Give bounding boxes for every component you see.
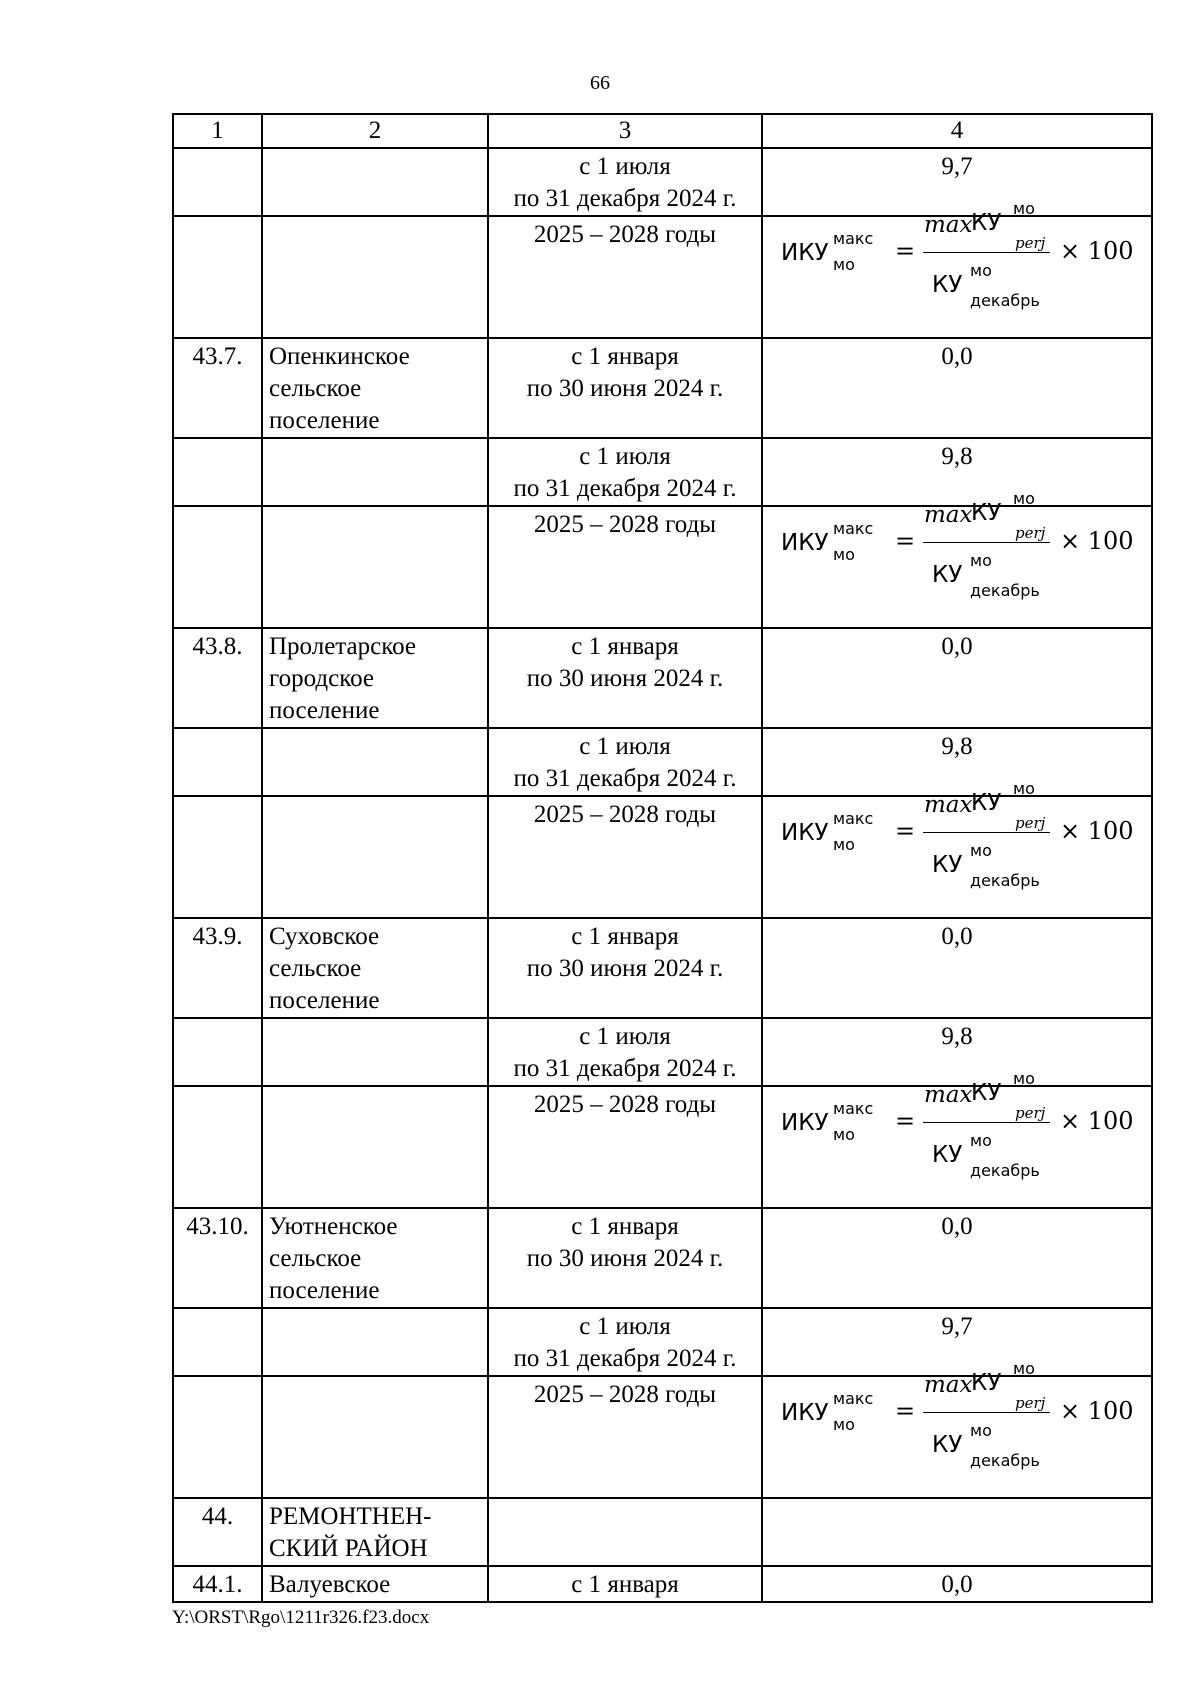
settlement-name <box>262 1376 488 1498</box>
period-line: 2025 – 2028 годы <box>533 511 717 538</box>
settlement-name-line: Уютненское <box>269 1213 398 1240</box>
settlement-name <box>262 148 488 216</box>
indicator-value: 0,0 <box>762 918 1152 1018</box>
formula-cell <box>762 779 1152 918</box>
table-row <box>173 1376 1152 1498</box>
table-row <box>173 506 1152 628</box>
settlement-name-line: Суховское <box>269 923 380 950</box>
period-line: по 31 декабря 2024 г. <box>513 1345 737 1372</box>
indicator-value <box>762 1498 1152 1566</box>
row-number <box>173 796 262 918</box>
period-line: по 31 декабря 2024 г. <box>513 185 737 212</box>
period-line: с 1 января <box>571 343 679 370</box>
period-line: с 1 июля <box>579 1023 671 1050</box>
formula-den-sub: декабрь <box>970 1451 1040 1470</box>
row-number: 43.8. <box>173 628 262 728</box>
row-number <box>173 506 262 628</box>
formula-den-sub: декабрь <box>970 1161 1040 1180</box>
formula-lhs-sub: мо <box>833 255 855 274</box>
row-number <box>173 1086 262 1208</box>
period-line: по 30 июня 2024 г. <box>526 665 724 692</box>
period <box>488 728 762 796</box>
settlement-name-line: СКИЙ РАЙОН <box>269 1535 428 1562</box>
row-number <box>173 1376 262 1498</box>
period <box>488 628 762 728</box>
indicator-value: 0,0 <box>762 628 1152 728</box>
formula-num-sub: perj <box>1015 1104 1046 1122</box>
formula-den-ku: КУ <box>932 1432 963 1458</box>
row-number: 43.7. <box>173 338 262 438</box>
formula-lhs-sub: мо <box>833 1415 855 1434</box>
formula-lhs: ИКУ <box>781 530 829 556</box>
formula-lhs-sup: макс <box>833 1389 874 1408</box>
row-number: 44. <box>173 1498 262 1566</box>
formula-cell <box>762 199 1152 338</box>
indicator-value: 0,0 <box>762 1208 1152 1308</box>
settlement-name <box>262 1308 488 1376</box>
period-line: с 1 июля <box>579 443 671 470</box>
settlement-name <box>262 1498 488 1566</box>
formula-den-sup: мо <box>970 841 992 860</box>
period-line: 2025 – 2028 годы <box>533 801 717 828</box>
formula-den-ku: КУ <box>932 1142 963 1168</box>
settlement-name <box>262 796 488 918</box>
table-row <box>173 918 1152 1018</box>
header-col-4: 4 <box>762 114 1152 148</box>
period-line: с 1 июля <box>579 153 671 180</box>
formula-times-100: × 100 <box>1060 237 1134 265</box>
header-col-1: 1 <box>173 114 262 148</box>
formula-lhs-sup: макс <box>833 229 874 248</box>
row-number: 43.9. <box>173 918 262 1018</box>
period <box>488 1086 762 1208</box>
header-col-2: 2 <box>262 114 488 148</box>
table-row <box>173 1498 1152 1566</box>
formula-lhs: ИКУ <box>781 1400 829 1426</box>
formula-lhs: ИКУ <box>781 1110 829 1136</box>
settlement-name-line: поселение <box>269 1277 380 1304</box>
period-line: по 30 июня 2024 г. <box>526 375 724 402</box>
formula-den-sup: мо <box>970 551 992 570</box>
settlement-name <box>262 506 488 628</box>
formula-num-max: max <box>924 212 973 238</box>
formula-num-ku: КУ <box>971 1080 1002 1106</box>
formula-den-sup: мо <box>970 261 992 280</box>
period <box>488 1208 762 1308</box>
formula-num-sup: мо <box>1013 199 1035 218</box>
period <box>488 506 762 628</box>
period <box>488 338 762 438</box>
period-line: по 31 декабря 2024 г. <box>513 765 737 792</box>
period-line: по 30 июня 2024 г. <box>526 1245 724 1272</box>
settlement-name-line: Валуевское <box>269 1571 391 1598</box>
settlement-name-line: РЕМОНТНЕН- <box>269 1503 432 1530</box>
period-line: 2025 – 2028 годы <box>533 221 717 248</box>
settlement-name-line: Опенкинское <box>269 343 410 370</box>
settlement-name <box>262 1018 488 1086</box>
period-line: по 31 декабря 2024 г. <box>513 475 737 502</box>
settlement-name <box>262 338 488 438</box>
formula-lhs-sub: мо <box>833 1125 855 1144</box>
row-number: 44.1. <box>173 1566 262 1602</box>
settlement-name <box>262 216 488 338</box>
formula-num-sub: perj <box>1015 524 1046 542</box>
formula-lhs-sup: макс <box>833 519 874 538</box>
period <box>488 1018 762 1086</box>
row-number <box>173 1018 262 1086</box>
settlement-name-line: сельское <box>269 1245 362 1272</box>
period <box>488 918 762 1018</box>
row-number <box>173 1308 262 1376</box>
formula-equals: = <box>895 527 916 555</box>
period-line: с 1 января <box>571 1213 679 1240</box>
period-line: 2025 – 2028 годы <box>533 1381 717 1408</box>
row-number: 43.10. <box>173 1208 262 1308</box>
settlement-name-line: сельское <box>269 955 362 982</box>
formula-num-sup: мо <box>1013 489 1035 508</box>
period-line: с 1 января <box>571 1571 679 1598</box>
formula-lhs-sub: мо <box>833 835 855 854</box>
indicator-value: 0,0 <box>762 1566 1152 1602</box>
period-line: с 1 января <box>571 923 679 950</box>
formula-equals: = <box>895 237 916 265</box>
row-number <box>173 438 262 506</box>
period-line: с 1 июля <box>579 733 671 760</box>
formula-den-sub: декабрь <box>970 291 1040 310</box>
indicator-value: 9,8 <box>762 438 1152 506</box>
settlement-name-line: Пролетарское <box>269 633 416 660</box>
formula-num-ku: КУ <box>971 790 1002 816</box>
formula-equals: = <box>895 1107 916 1135</box>
formula-lhs: ИКУ <box>781 240 829 266</box>
formula-num-ku: КУ <box>971 500 1002 526</box>
period <box>488 438 762 506</box>
settlement-name <box>262 1208 488 1308</box>
formula-lhs: ИКУ <box>781 820 829 846</box>
table-row <box>173 1566 1152 1602</box>
table-row <box>173 796 1152 918</box>
settlement-name-line: поселение <box>269 697 380 724</box>
indicator-value: 9,8 <box>762 728 1152 796</box>
period-line: с 1 июля <box>579 1313 671 1340</box>
settlement-name-line: поселение <box>269 407 380 434</box>
settlement-name <box>262 918 488 1018</box>
formula-times-100: × 100 <box>1060 527 1134 555</box>
formula-times-100: × 100 <box>1060 1397 1134 1425</box>
formula-den-sup: мо <box>970 1131 992 1150</box>
settlement-name-line: городское <box>269 665 375 692</box>
formula-den-ku: КУ <box>932 272 963 298</box>
period <box>488 1566 762 1602</box>
table-row <box>173 1086 1152 1208</box>
formula-num-max: max <box>924 792 973 818</box>
row-number <box>173 728 262 796</box>
formula-cell <box>762 1359 1152 1498</box>
formula-num-sub: perj <box>1015 1394 1046 1412</box>
period <box>488 1498 762 1566</box>
indicator-value: 9,7 <box>762 148 1152 216</box>
table-row <box>173 1208 1152 1308</box>
formula-num-sup: мо <box>1013 779 1035 798</box>
period-line: по 31 декабря 2024 г. <box>513 1055 737 1082</box>
indicator-value: 9,7 <box>762 1308 1152 1376</box>
formula-num-max: max <box>924 1082 973 1108</box>
period-line: 2025 – 2028 годы <box>533 1091 717 1118</box>
footer-file-path: Y:\ORST\Rgo\1211r326.f23.docx <box>172 1607 430 1628</box>
settlement-name-line: сельское <box>269 375 362 402</box>
formula-lhs-sup: макс <box>833 809 874 828</box>
data-table <box>172 113 1153 1603</box>
period <box>488 148 762 216</box>
indicator-value: 9,8 <box>762 1018 1152 1086</box>
settlement-name <box>262 728 488 796</box>
table-row <box>173 628 1152 728</box>
row-number <box>173 148 262 216</box>
settlement-name <box>262 1566 488 1602</box>
period <box>488 1376 762 1498</box>
formula-den-sup: мо <box>970 1421 992 1440</box>
formula-den-sub: декабрь <box>970 581 1040 600</box>
formula-num-max: max <box>924 1372 973 1398</box>
table-row <box>173 338 1152 438</box>
indicator-value: 0,0 <box>762 338 1152 438</box>
formula-num-sup: мо <box>1013 1069 1035 1088</box>
formula-equals: = <box>895 817 916 845</box>
formula-num-sub: perj <box>1015 234 1046 252</box>
formula-cell <box>762 489 1152 628</box>
iku-formula <box>777 1059 1137 1180</box>
page-number: 66 <box>590 72 610 94</box>
formula-den-sub: декабрь <box>970 871 1040 890</box>
settlement-name <box>262 628 488 728</box>
formula-num-ku: КУ <box>971 1370 1002 1396</box>
row-number <box>173 216 262 338</box>
formula-num-max: max <box>924 502 973 528</box>
formula-equals: = <box>895 1397 916 1425</box>
formula-num-sup: мо <box>1013 1359 1035 1378</box>
period <box>488 796 762 918</box>
period <box>488 1308 762 1376</box>
formula-den-ku: КУ <box>932 852 963 878</box>
iku-formula <box>777 769 1137 890</box>
iku-formula <box>777 479 1137 600</box>
settlement-name <box>262 438 488 506</box>
iku-formula <box>777 189 1137 310</box>
period <box>488 216 762 338</box>
formula-times-100: × 100 <box>1060 1107 1134 1135</box>
formula-num-ku: КУ <box>971 210 1002 236</box>
formula-den-ku: КУ <box>932 562 963 588</box>
header-row <box>173 114 1152 148</box>
table-row <box>173 216 1152 338</box>
period-line: по 30 июня 2024 г. <box>526 955 724 982</box>
header-col-3: 3 <box>488 114 762 148</box>
period-line: с 1 января <box>571 633 679 660</box>
formula-num-sub: perj <box>1015 814 1046 832</box>
formula-lhs-sub: мо <box>833 545 855 564</box>
formula-times-100: × 100 <box>1060 817 1134 845</box>
settlement-name-line: поселение <box>269 987 380 1014</box>
iku-formula <box>777 1349 1137 1470</box>
formula-cell <box>762 1069 1152 1208</box>
settlement-name <box>262 1086 488 1208</box>
formula-lhs-sup: макс <box>833 1099 874 1118</box>
